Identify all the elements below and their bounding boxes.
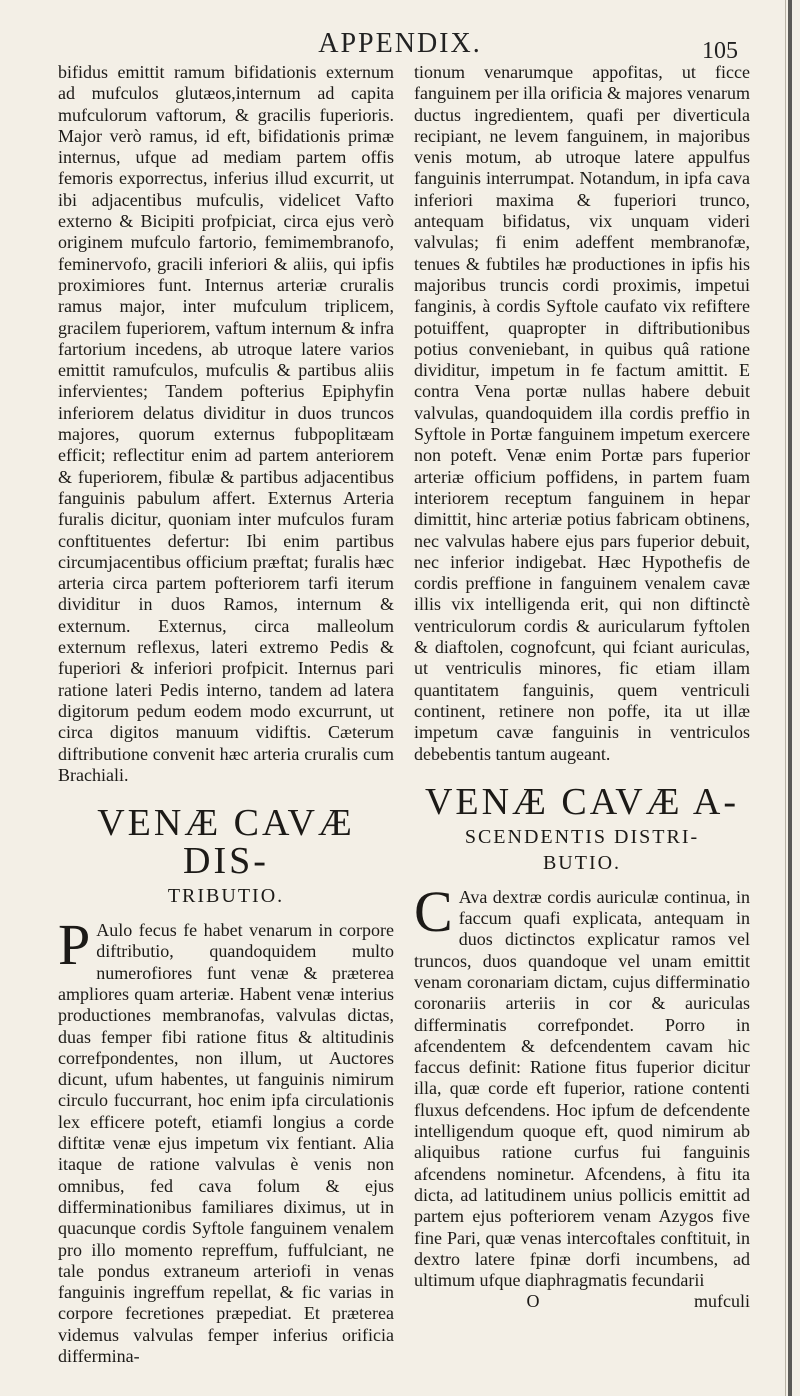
section-heading-line-1: VENÆ CAVÆ DIS- <box>97 802 355 883</box>
section-heading-line-1: VENÆ CAVÆ A- <box>424 780 739 823</box>
page-footer-marks <box>414 1291 750 1312</box>
left-paragraph-2-text: Aulo fecus fe habet venarum in corpore diftributio, quandoquidem multo numerofiores funt venæ & præterea ampliores quam arteriæ. Habent venæ interius productiones membranofas, valvulas dictas, duas femper fibi ratione fitus & altitudinis correfpondentes, non illum, ut Auctores dicunt, ufum habentes, ut fanguinis nimirum circulo fuccurrant, hoc enim ipfa circulationis lex efficere poteft, etiamfi longius a corde diftitæ venæ ejus impetum vix fentiant. Alia itaque de ratione valvulas è venis non omnibus, fed cava folum & ejus differminationibus familiares diximus, ut in quacunque cordis Syftole fanguinem venalem pro illo momento repreffum, fuffulciant, ne tale pondus extraneum arteriofi in venas fanguinis ingreffum repellat, & fic varias in corpore fecretiones præpediat. Et præterea videmus valvulas femper inferius orificia differmina- <box>58 920 394 1367</box>
section-heading-line-2: TRIBUTIO. <box>167 885 285 908</box>
page-edge-line <box>785 0 786 1396</box>
running-header <box>0 14 800 64</box>
right-paragraph-2 <box>414 878 750 1292</box>
catchword: mufculi <box>694 1291 750 1312</box>
left-paragraph-2 <box>58 912 394 1367</box>
right-column <box>414 62 750 1313</box>
section-heading-venae-cavae-ascendentis <box>414 780 750 874</box>
signature-mark: O <box>526 1291 540 1312</box>
right-paragraph-1: tionum venarumque appofitas, ut ficce fanguinem per illa orificia & majores venarum ductus ingredientem, quafi per diverticula recipiant, ne levem fanguinem, in majoribus venis motum, ab utroque latere appulfus fanguinis interrumpat. Notandum, in ipfa cava inferiori maxima & fuperiori trunco, antequam bifidatus, vix unquam videri valvulas; fi enim adeffent membranofæ, tenues & fubtiles hæ productiones in ipfis his majoribus truncis cordi proximis, impetui fanginis, à cordis Syftole caufato vix refiftere potuiffent, quapropter in diftributionibus potius conveniebant, in quibus quâ ratione dividitur, impetum in fe factum amittit. E contra Vena portæ nullas habere debuit valvulas, quandoquidem illa cordis preffio in Syftole in Portæ fanguinem impetum exercere non poteft. Venæ enim Portæ pars fuperior arteriæ officium poffidens, in partem fuam interiorem receptum fanguinem in hepar dimittit, hinc arteriæ potius fabricam obtinens, nec valvulas habere ejus pars fuperior debuit, nec inferior indigebat. Hæc Hypothefis de cordis preffione in fanguinem venalem cavæ illis vix intelligenda erit, qui non diftinctè ventriculorum cordis & auricularum fyftolen & diaftolen, cognofcunt, qui fciant auriculas, ut ventriculis minores, fic etiam illam quantitatem fanguinis, quem ventriculi continent, retinere non poffe, ita ut illæ impetum cavæ fanguinis in ventriculos debebentis tantum augeant. <box>414 62 750 764</box>
right-paragraph-2-text: Ava dextræ cordis auriculæ continua, in faccum quafi explicata, antequam in duos dictinctos explicatur ramos vel truncos, duos quandoque vel unam emittit venam coronariam dictam, cujus differminatio coronariis arteriis in cor & auriculas differminatis correfpondet. Porro in afcendentem & defcendentem cavam hic faccus definit: Ratione fitus fuperior dicitur illa, quæ corde eft fuperior, ratione contenti fluxus defcendens. Hoc ipfum de defcendente intelligendum quoque eft, quod nimirum ab aliquibus ratione curfus fui fanguinis afcendens nominetur. Afcendens, à fitu ita dicta, ad latitudinem unius pollicis emittit ad partem ejus pofteriorem venam Azygos five fine Pari, quæ venas intercoftales conftituit, in dextro latere fpinæ dorfi incumbens, ad ultimum ufque diaphragmatis fecundarii <box>414 886 750 1291</box>
section-heading-venae-cavae-distributio <box>58 804 394 906</box>
section-heading-line-2: SCENDENTIS DISTRI- <box>464 825 700 848</box>
section-heading-line-3: BUTIO. <box>542 851 622 874</box>
left-paragraph-1: bifidus emittit ramum bifidationis externum ad mufculos glutæos,internum ad capita mufculorum vaftorum, & gracilis fuperioris. Major verò ramus, id eft, bifidationis primæ internus, ufque ad mediam partem offis femoris exporrectus, inferius illud excurrit, ut ibi adjacentibus mufculis, videlicet Vafto externo & Bicipiti profpiciat, circa ejus verò originem mufculo fartorio, femimembranofo, feminervofo, gracili inferiori & aliis, qui ipfis proximiores funt. Internus arteriæ cruralis ramus major, inter mufculum triplicem, gracilem fuperiorem, vaftum internum & infra fartorium incedens, ab utroque latere varios emittit ramufculos, mufculis & partibus aliis infervientes; Tandem pofterius Epiphyfin inferiorem delatus dividitur in duos truncos majores, quorum externus fubpoplitæam efficit; reflectitur enim ad partem anteriorem & fuperiorem, fibulæ & partibus adjacentibus fanguinis pabulum affert. Externus Arteria furalis dicitur, quoniam inter mufculos furam conftituentes defertur: Ibi enim partibus circumjacentibus officium præftat; furalis hæc arteria circa partem pofteriorem tarfi iterum dividitur in duos Ramos, internum & externum. Externus, circa malleolum externum reflexus, lateri extremo Pedis & fuperiori & inferiori profpicit. Internus pari ratione lateri Pedis interno, tandem ad latera digitorum pedum eodem modo excurrunt, ut circa digitos manuum vidiftis. Cæterum diftributione convenit hæc arteria cruralis cum Brachiali. <box>58 62 394 785</box>
drop-capital: P <box>58 912 91 978</box>
page-binding-edge <box>788 0 792 1396</box>
drop-capital: C <box>414 878 453 944</box>
running-title: APPENDIX. <box>318 28 482 59</box>
page-number: 105 <box>702 38 738 64</box>
left-column <box>58 62 394 1367</box>
